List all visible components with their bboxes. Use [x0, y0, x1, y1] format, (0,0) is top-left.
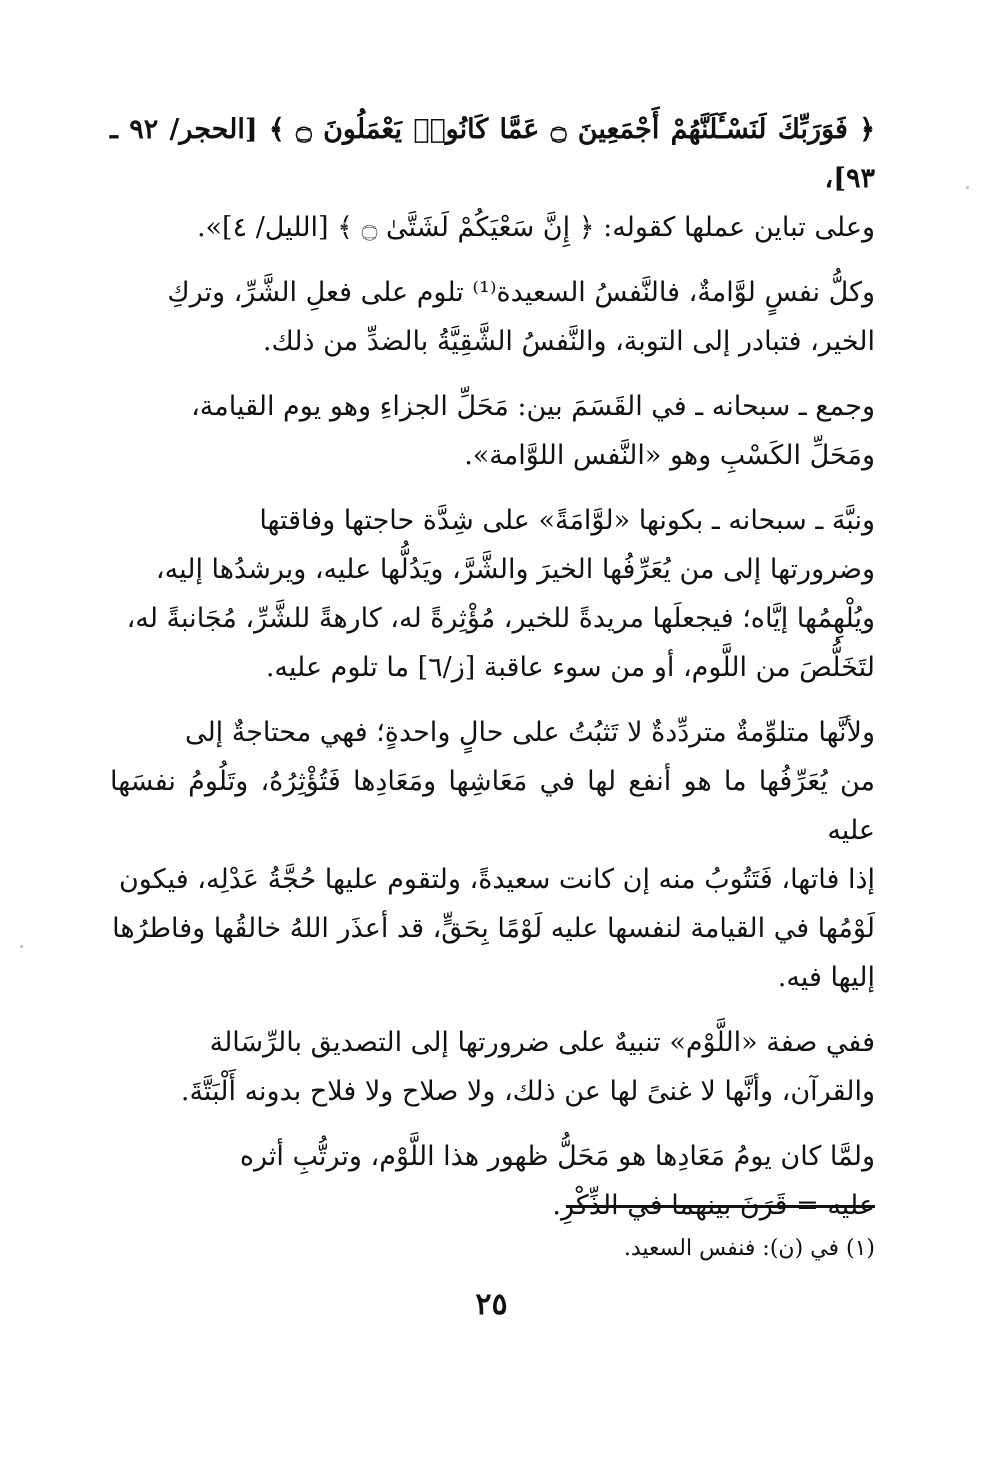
- scan-speck: [966, 186, 969, 189]
- text-line: ونبَّهَ ـ سبحانه ـ بكونها «لوَّامَةً» على شِدَّة حاجتها وفاقتها: [259, 505, 875, 536]
- footnote-separator: [566, 1205, 875, 1208]
- text-line: إليها فيه.: [777, 962, 875, 993]
- text-line: إذا فاتها، فَتَتُوبُ منه إن كانت سعيدةً، ولتقوم عليها حُجَّةُ عَدْلِه، فيكون: [118, 864, 875, 895]
- text-line: ومَحَلِّ الكَسْبِ وهو «النَّفس اللوَّامة».: [464, 440, 875, 471]
- text-line: ﴿ فَوَرَبِّكَ لَنَسْـَٔلَنَّهُمْ أَجْمَعِينَ ۝ عَمَّا كَانُوا۟ يَعْمَلُونَ ۝ ﴾ [الحجر/ ٩٢ ـ ٩٣]،: [110, 114, 876, 194]
- page-body: [110, 105, 875, 1246]
- paragraph: [110, 1018, 875, 1116]
- paragraph: [110, 1132, 875, 1230]
- text-line: لتَخَلُّصَ من اللَّوم، أو من سوء عاقبة [ز/٦] ما تلوم عليه.: [265, 652, 875, 683]
- footnote: (١) في (ن): فنفس السعيد.: [623, 1236, 875, 1261]
- text-line: من يُعَرِّفُها ما هو أنفع لها في مَعَاشِها ومَعَادِها فَتُؤْثِرُهُ، وتَلُومُ نفسَها عليه: [110, 766, 875, 846]
- page-number: ٢٥: [475, 1287, 508, 1322]
- text-line: ففي صفة «اللَّوْم» تنبيهٌ على ضرورتها إلى التصديق بالرِّسَالة: [209, 1027, 875, 1058]
- text-line: والقرآن، وأنَّها لا غنىً لها عن ذلك، ولا صلاح ولا فلاح بدونه أَلْبَتَّةَ.: [180, 1076, 875, 1107]
- paragraph: [110, 708, 875, 1002]
- text-line: وعلى تباين عملها كقوله: ﴿ إِنَّ سَعْيَكُمْ لَشَتَّىٰ ۝ ﴾ [الليل/ ٤]».: [196, 212, 875, 243]
- text-line: الخير، فتبادر إلى التوبة، والنَّفسُ الشَّقِيَّةُ بالضدِّ من ذلك.: [262, 326, 875, 357]
- paragraph-quran-quote: [110, 105, 875, 252]
- text-line: ويُلْهِمُها إيَّاه؛ فيجعلَها مريدةً للخير، مُؤْثِرةً له، كارهةً للشَّرِّ، مُجَانبةً له،: [126, 603, 875, 634]
- paragraph: [110, 268, 875, 366]
- text-line: عليه = قَرَنَ بينهما في الذِّكْرِ.: [552, 1190, 875, 1221]
- text-line: وكلُّ نفسٍ لوَّامةٌ، فالنَّفسُ السعيدة⁽¹⁾ تلوم على فعلِ الشَّرِّ، وتركِ: [167, 277, 875, 308]
- text-line: لَوْمُها في القيامة لنفسها عليه لَوْمًا بِحَقٍّ، قد أعذَر اللهُ خالقُها وفاطرُها: [112, 913, 875, 944]
- text-line: ولأنَّها متلوِّمةٌ متردِّدةٌ لا تَثبُتُ على حالٍ واحدةٍ؛ فهي محتاجةٌ إلى: [184, 717, 875, 748]
- paragraph: [110, 382, 875, 480]
- text-line: وجمع ـ سبحانه ـ في القَسَمَ بين: مَحَلِّ الجزاءِ وهو يوم القيامة،: [191, 391, 875, 422]
- text-line: وضرورتها إلى من يُعَرِّفُها الخيرَ والشَّرَّ، ويَدُلُّها عليه، ويرشدُها إليه،: [155, 554, 875, 585]
- paragraph: [110, 496, 875, 692]
- text-line: ولمَّا كان يومُ مَعَادِها هو مَحَلُّ ظهور هذا اللَّوْم، وترتُّبِ أثره: [239, 1141, 875, 1172]
- scan-speck: [20, 945, 23, 948]
